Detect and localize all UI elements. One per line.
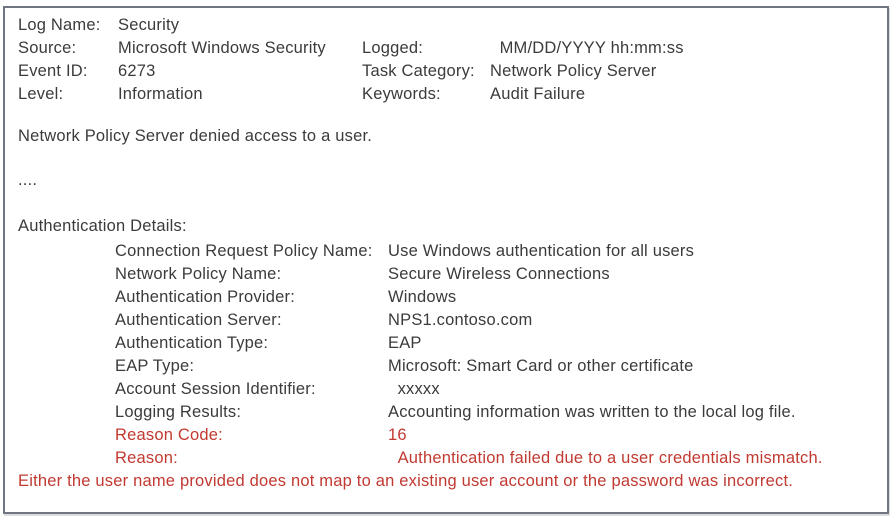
event-id-row <box>18 60 879 83</box>
connection-request-policy-name-label: Connection Request Policy Name: <box>115 242 373 260</box>
eap-type-row <box>18 355 879 378</box>
authentication-server-value: NPS1.contoso.com <box>388 311 533 329</box>
level-row <box>18 83 879 106</box>
reason-row <box>18 447 879 470</box>
network-policy-name-row <box>18 263 879 286</box>
reason-code-label: Reason Code: <box>115 426 223 444</box>
logged-value: MM/DD/YYYY hh:mm:ss <box>490 39 684 57</box>
logging-results-label: Logging Results: <box>115 403 242 421</box>
authentication-provider-row <box>18 286 879 309</box>
network-policy-name-label: Network Policy Name: <box>115 265 282 283</box>
authentication-type-label: Authentication Type: <box>115 334 269 352</box>
source-value: Microsoft Windows Security <box>118 39 326 57</box>
logged-label: Logged: <box>362 39 424 57</box>
account-session-identifier-value: xxxxx <box>388 380 440 398</box>
logging-results-row <box>18 401 879 424</box>
source-row <box>18 37 879 60</box>
ellipsis-text: .... <box>18 171 38 189</box>
task-category-value: Network Policy Server <box>490 62 657 80</box>
account-session-identifier-label: Account Session Identifier: <box>115 380 316 398</box>
eap-type-label: EAP Type: <box>115 357 195 375</box>
authentication-provider-value: Windows <box>388 288 457 306</box>
log-name-row <box>18 14 879 37</box>
connection-request-policy-name-value: Use Windows authentication for all users <box>388 242 695 260</box>
header-spacer <box>490 14 879 37</box>
event-log-panel <box>3 6 889 514</box>
header-spacer <box>362 14 490 37</box>
reason-code-value: 16 <box>388 426 407 444</box>
level-label: Level: <box>18 85 64 103</box>
connection-request-policy-name-row <box>18 240 879 263</box>
keywords-label: Keywords: <box>362 85 441 103</box>
reason-value: Authentication failed due to a user credentials mismatch. <box>388 449 823 467</box>
event-id-value: 6273 <box>118 62 156 80</box>
level-value: Information <box>118 85 203 103</box>
log-name-label: Log Name: <box>18 16 101 34</box>
event-id-label: Event ID: <box>18 62 88 80</box>
network-policy-name-value: Secure Wireless Connections <box>388 265 610 283</box>
reason-code-row <box>18 424 879 447</box>
event-description: Network Policy Server denied access to a user. <box>18 127 373 145</box>
authentication-details-heading: Authentication Details: <box>18 217 187 235</box>
eap-type-value: Microsoft: Smart Card or other certificate <box>388 357 694 375</box>
authentication-provider-label: Authentication Provider: <box>115 288 295 306</box>
task-category-label: Task Category: <box>362 62 475 80</box>
authentication-type-row <box>18 332 879 355</box>
log-name-value: Security <box>118 16 180 34</box>
reason-label: Reason: <box>115 449 178 467</box>
account-session-identifier-row <box>18 378 879 401</box>
source-label: Source: <box>18 39 77 57</box>
credentials-mismatch-explanation: Either the user name provided does not map to an existing user account or the password was incorrect. <box>18 472 794 490</box>
keywords-value: Audit Failure <box>490 85 586 103</box>
event-header <box>18 14 879 106</box>
authentication-server-row <box>18 309 879 332</box>
authentication-type-value: EAP <box>388 334 422 352</box>
authentication-details-list <box>18 240 879 470</box>
authentication-server-label: Authentication Server: <box>115 311 282 329</box>
logging-results-value: Accounting information was written to the local log file. <box>388 403 796 421</box>
